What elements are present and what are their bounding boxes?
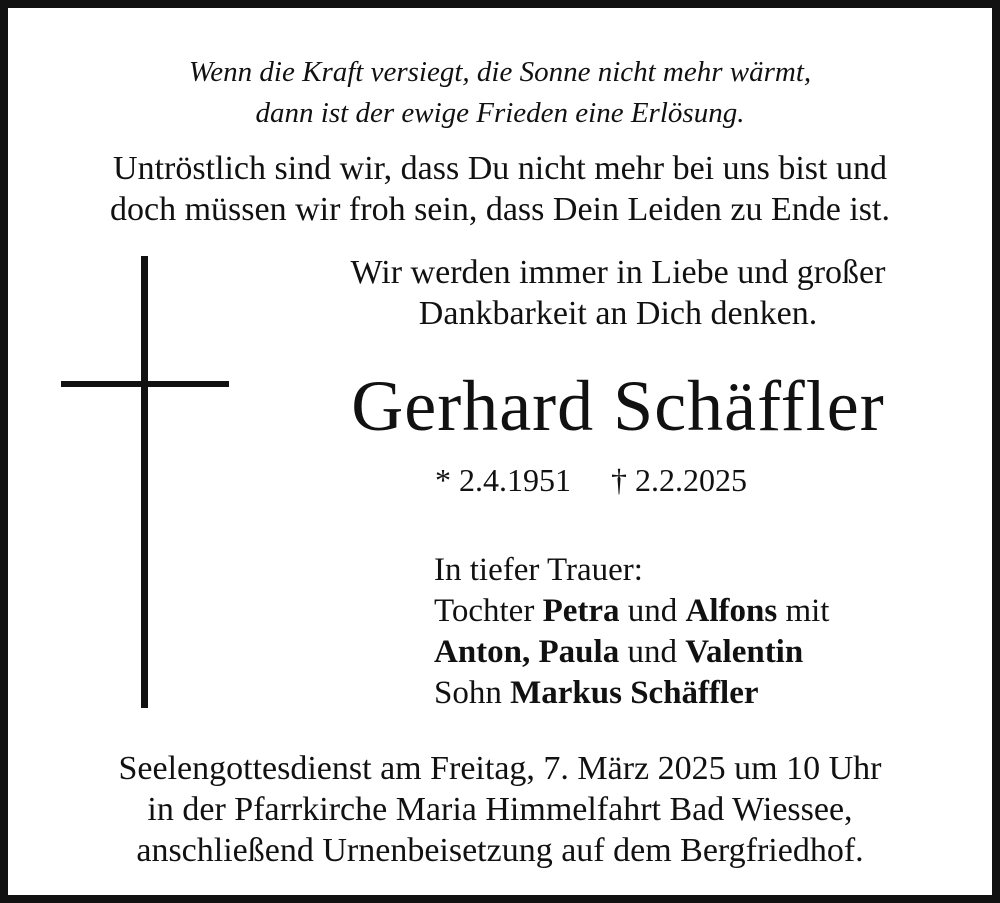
service-line-1: Seelengottesdienst am Freitag, 7. März 2025 um 10 Uhr	[118, 750, 882, 787]
service-line-2: in der Pfarrkirche Maria Himmelfahrt Bad Wiessee,	[147, 791, 853, 828]
conjunction-2: und	[627, 634, 677, 670]
deceased-name: Gerhard Schäffler	[351, 366, 885, 446]
motto-line-1: Wenn die Kraft versiegt, die Sonne nicht mehr wärmt,	[188, 56, 812, 88]
son-name: Markus Schäffler	[510, 675, 759, 711]
remembrance-line-1: Wir werden immer in Liebe und großer	[350, 254, 886, 291]
cross-post	[141, 256, 148, 708]
cross-icon	[61, 256, 229, 708]
service-line-3: anschließend Urnenbeisetzung auf dem Bergfriedhof.	[136, 832, 864, 869]
grandchild-name: Valentin	[685, 634, 804, 670]
cross-beam	[61, 381, 229, 387]
son-prefix: Sohn	[434, 675, 502, 711]
motto-line-2: dann ist der ewige Frieden eine Erlösung.	[255, 97, 745, 129]
intro-line-2: doch müssen wir froh sein, dass Dein Leiden zu Ende ist.	[110, 191, 890, 228]
daughter-prefix: Tochter	[434, 593, 535, 629]
mourners-heading: In tiefer Trauer:	[434, 552, 643, 588]
remembrance-text	[248, 252, 988, 334]
intro-text	[8, 148, 992, 230]
birth-date: * 2.4.1951	[435, 462, 571, 498]
mourner-line-daughter	[434, 591, 829, 632]
life-dates	[435, 460, 747, 500]
grandchildren-names: Anton, Paula	[434, 634, 620, 670]
motto-verse	[8, 52, 992, 134]
mourners-list	[434, 550, 829, 714]
mourner-line-son	[434, 673, 829, 714]
preposition-with: mit	[785, 593, 830, 629]
death-date: † 2.2.2025	[611, 462, 747, 498]
daughter-name: Petra	[542, 593, 620, 629]
conjunction-1: und	[627, 593, 678, 629]
remembrance-line-2: Dankbarkeit an Dich denken.	[418, 295, 818, 332]
service-info	[8, 748, 992, 871]
mourner-line-grandchildren	[434, 632, 829, 673]
partner-name: Alfons	[685, 593, 778, 629]
intro-line-1: Untröstlich sind wir, dass Du nicht mehr bei uns bist und	[113, 150, 887, 187]
